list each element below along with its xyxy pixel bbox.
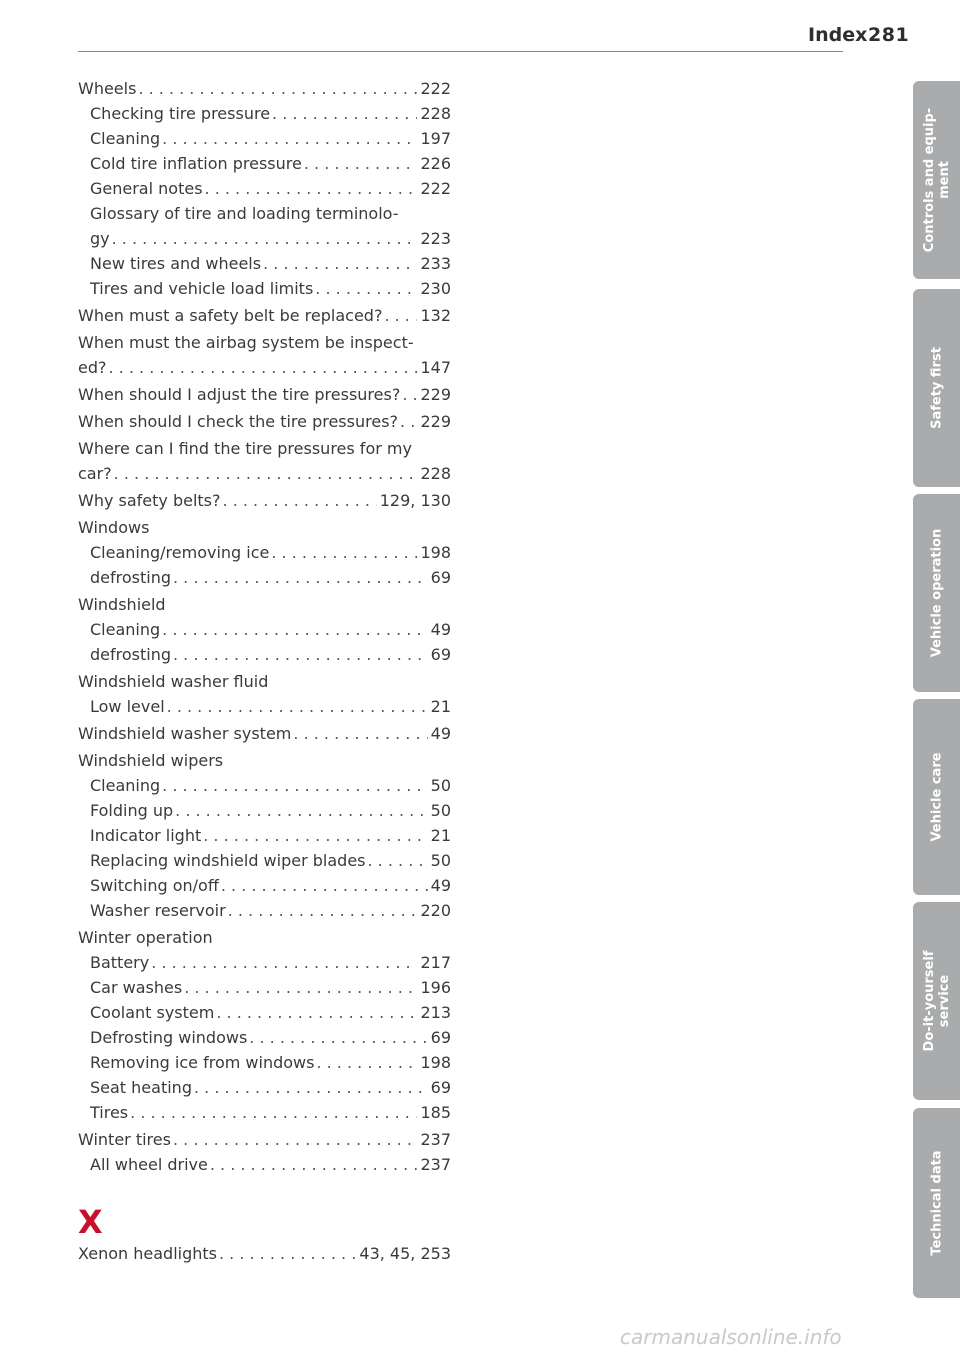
entry-page: 49 (430, 724, 451, 743)
section-title: Index (808, 24, 868, 46)
entry-page: 197 (420, 129, 451, 148)
index-entry (78, 724, 451, 749)
index-entry (78, 1130, 451, 1155)
entry-text: Winter tires (78, 1130, 171, 1149)
section-letter: X (78, 1203, 103, 1241)
entry-text: car? (78, 464, 112, 483)
leader-dots (162, 776, 427, 796)
entry-text: General notes (90, 179, 203, 198)
entry-page: 147 (420, 358, 451, 377)
leader-dots (194, 1078, 428, 1098)
index-entry (78, 595, 451, 620)
chapter-tab-label: Safety first (929, 347, 944, 429)
entry-page: 217 (420, 953, 451, 972)
entry-text: Indicator light (90, 826, 202, 845)
leader-dots (368, 851, 428, 871)
index-entry (78, 79, 451, 104)
entry-text: Cold tire inflation pressure (90, 154, 302, 173)
entry-text: Washer reservoir (90, 901, 226, 920)
entry-text: Windows (78, 518, 150, 537)
entry-text: Windshield (78, 595, 166, 614)
entry-text: Switching on/off (90, 876, 219, 895)
entry-page: 222 (420, 79, 451, 98)
chapter-tab[interactable] (913, 81, 960, 279)
entry-text: Cleaning (90, 129, 161, 148)
entry-page: 198 (420, 1053, 451, 1072)
leader-dots (130, 1103, 417, 1123)
index-entry (78, 876, 451, 901)
leader-dots (114, 464, 418, 484)
leader-dots (173, 645, 428, 665)
leader-dots (162, 129, 417, 149)
entry-page: 43, 45, 253 (359, 1244, 451, 1263)
index-entry (78, 204, 451, 229)
entry-text: Why safety belts? (78, 491, 221, 510)
index-entry (78, 801, 451, 826)
index-entry (78, 697, 451, 722)
index-entry (78, 439, 451, 464)
index-entries (78, 79, 451, 1180)
index-entry (78, 928, 451, 953)
entry-text: When must a safety belt be replaced? (78, 306, 383, 325)
entry-page: 21 (430, 826, 451, 845)
entry-text: ed? (78, 358, 107, 377)
entry-text: Xenon headlights (78, 1244, 217, 1263)
leader-dots (138, 79, 417, 99)
leader-dots (272, 104, 417, 124)
entry-page: 196 (420, 978, 451, 997)
leader-dots (249, 1028, 427, 1048)
leader-dots (184, 978, 417, 998)
leader-dots (205, 179, 418, 199)
entry-page: 213 (420, 1003, 451, 1022)
leader-dots (151, 953, 417, 973)
index-entry (78, 1078, 451, 1103)
leader-dots (221, 876, 428, 896)
index-entry (78, 1103, 451, 1128)
entry-page: 132 (420, 306, 451, 325)
entry-text: Car washes (90, 978, 183, 997)
leader-dots (384, 306, 417, 326)
entry-page: 229 (420, 385, 451, 404)
entry-text: defrosting (90, 645, 171, 664)
entry-text: Windshield wipers (78, 751, 224, 770)
chapter-tab[interactable] (913, 902, 960, 1100)
index-entry (78, 464, 451, 489)
entry-text: Seat heating (90, 1078, 192, 1097)
index-entry (78, 1155, 451, 1180)
index-entry (78, 104, 451, 129)
entry-page: 229 (420, 412, 451, 431)
leader-dots (203, 826, 427, 846)
entry-text: Folding up (90, 801, 174, 820)
entry-text: Windshield washer fluid (78, 672, 269, 691)
entry-page: 129, 130 (379, 491, 451, 510)
index-entry (78, 1028, 451, 1053)
leader-dots (210, 1155, 418, 1175)
entry-page: 223 (420, 229, 451, 248)
entry-text: Winter operation (78, 928, 213, 947)
leader-dots (400, 412, 417, 432)
entry-text: Tires and vehicle load limits (90, 279, 314, 298)
entry-text: Where can I find the tire pressures for my (78, 439, 412, 458)
index-entry (78, 1244, 451, 1264)
leader-dots (315, 279, 417, 299)
entry-page: 198 (420, 543, 451, 562)
chapter-tab-label: Do-it-yourself service (921, 950, 952, 1052)
entry-page: 49 (430, 620, 451, 639)
index-entry (78, 306, 451, 331)
entry-page: 185 (420, 1103, 451, 1122)
leader-dots (112, 229, 418, 249)
leader-dots (304, 154, 418, 174)
index-entry (78, 543, 451, 568)
entry-text: All wheel drive (90, 1155, 208, 1174)
entry-text: Low level (90, 697, 165, 716)
leader-dots (109, 358, 418, 378)
entry-text: Cleaning/removing ice (90, 543, 270, 562)
index-entry (78, 412, 451, 437)
chapter-tab[interactable] (913, 289, 960, 487)
entry-page: 21 (430, 697, 451, 716)
index-entry (78, 279, 451, 304)
entry-text: Defrosting windows (90, 1028, 248, 1047)
index-entry (78, 254, 451, 279)
entry-page: 226 (420, 154, 451, 173)
chapter-tab-label: Controls and equip- ment (921, 107, 952, 253)
index-entry (78, 672, 451, 697)
entry-page: 222 (420, 179, 451, 198)
entry-text: Wheels (78, 79, 137, 98)
entry-text: When must the airbag system be inspect- (78, 333, 414, 352)
leader-dots (223, 491, 377, 511)
leader-dots (293, 724, 427, 744)
index-entry (78, 978, 451, 1003)
chapter-tab-label: Vehicle operation (929, 528, 944, 658)
leader-dots (316, 1053, 417, 1073)
entry-page: 69 (430, 645, 451, 664)
index-entry (78, 851, 451, 876)
leader-dots (219, 1244, 356, 1264)
leader-dots (216, 1003, 417, 1023)
chapter-tab[interactable] (913, 699, 960, 895)
index-entry (78, 1003, 451, 1028)
entry-text: Coolant system (90, 1003, 215, 1022)
index-entry (78, 751, 451, 776)
leader-dots (162, 620, 427, 640)
entry-page: 220 (420, 901, 451, 920)
index-entry (78, 776, 451, 801)
entry-text: defrosting (90, 568, 171, 587)
header-rule (78, 51, 843, 52)
entry-page: 50 (430, 801, 451, 820)
chapter-tab[interactable] (913, 1108, 960, 1298)
entry-text: Glossary of tire and loading terminolo- (90, 204, 399, 223)
entry-text: When should I check the tire pressures? (78, 412, 399, 431)
watermark: carmanualsonline.info (620, 1325, 842, 1349)
leader-dots (173, 568, 428, 588)
index-entry (78, 953, 451, 978)
entry-text: Cleaning (90, 620, 161, 639)
entry-page: 233 (420, 254, 451, 273)
entry-page: 49 (430, 876, 451, 895)
index-entry (78, 333, 451, 358)
leader-dots (263, 254, 417, 274)
index-entry (78, 645, 451, 670)
index-entry (78, 568, 451, 593)
leader-dots (228, 901, 418, 921)
index-entry (78, 1053, 451, 1078)
leader-dots (175, 801, 427, 821)
entry-text: Checking tire pressure (90, 104, 271, 123)
entry-page: 50 (430, 776, 451, 795)
entry-page: 69 (430, 1028, 451, 1047)
index-entry (78, 518, 451, 543)
leader-dots (402, 385, 417, 405)
entry-page: 237 (420, 1155, 451, 1174)
chapter-tab[interactable] (913, 494, 960, 692)
entry-page: 69 (430, 568, 451, 587)
index-entry (78, 154, 451, 179)
entry-text: Replacing windshield wiper blades (90, 851, 366, 870)
index-entry (78, 901, 451, 926)
entry-text: Windshield washer system (78, 724, 292, 743)
index-entry (78, 491, 451, 516)
entry-text: gy (90, 229, 110, 248)
entry-page: 69 (430, 1078, 451, 1097)
leader-dots (271, 543, 417, 563)
index-entry (78, 826, 451, 851)
entry-page: 228 (420, 104, 451, 123)
index-entry (78, 620, 451, 645)
leader-dots (167, 697, 428, 717)
index-entry (78, 358, 451, 383)
index-entry (78, 385, 451, 410)
index-entry (78, 229, 451, 254)
entry-text: Battery (90, 953, 150, 972)
entry-text: Removing ice from windows (90, 1053, 315, 1072)
entry-page: 50 (430, 851, 451, 870)
entry-page: 237 (420, 1130, 451, 1149)
entry-text: When should I adjust the tire pressures? (78, 385, 401, 404)
chapter-tab-label: Technical data (929, 1150, 944, 1256)
entry-page: 228 (420, 464, 451, 483)
entry-text: Cleaning (90, 776, 161, 795)
entry-text: New tires and wheels (90, 254, 262, 273)
page-number: 281 (868, 24, 910, 46)
entry-page: 230 (420, 279, 451, 298)
chapter-tab-label: Vehicle care (929, 752, 944, 842)
index-entry (78, 129, 451, 154)
leader-dots (173, 1130, 417, 1150)
entry-text: Tires (90, 1103, 129, 1122)
index-entry (78, 179, 451, 204)
